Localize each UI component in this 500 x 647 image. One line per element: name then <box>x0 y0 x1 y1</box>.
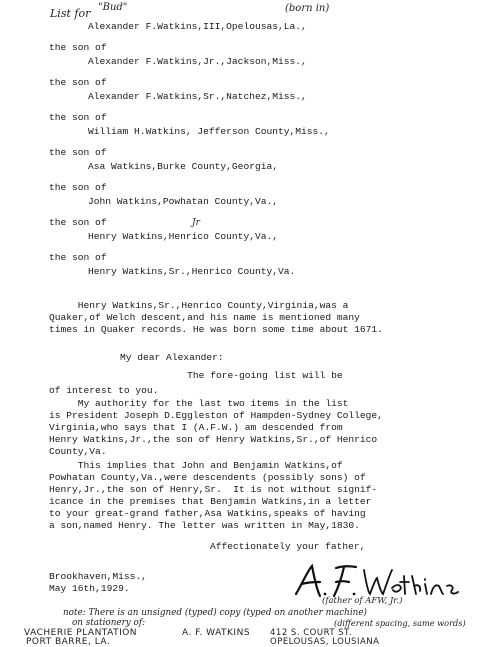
lineage-son-of-3: the son of <box>49 112 107 123</box>
body-line-3: My authority for the last two items in the list <box>49 398 349 409</box>
body-line-8: This implies that John and Benjamin Watkins,of <box>49 460 343 471</box>
note-line-2: on stationery of: <box>72 618 146 628</box>
body-line-2: of interest to you. <box>49 385 159 396</box>
lineage-line-3: Alexander F.Watkins,Sr.,Natchez,Miss., <box>88 91 307 102</box>
letterhead-left-line-1: VACHERIE PLANTATION <box>24 628 138 638</box>
body-line-10: Henry,Jr.,the son of Henry,Sr. It is not without signif- <box>49 484 378 495</box>
para1-line-2: Quaker,of Welch descent,and his name is mentioned many <box>49 312 360 323</box>
annotation-born-in: (born in) <box>285 3 330 14</box>
para1-line-1: Henry Watkins,Sr.,Henrico County,Virginia,was a <box>49 300 349 311</box>
place: Brookhaven,Miss., <box>49 571 147 582</box>
lineage-line-7: Henry Watkins,Henrico County,Va., <box>88 231 278 242</box>
body-line-6: Henry Watkins,Jr.,the son of Henry Watkins,Sr.,of Henrico <box>49 434 378 445</box>
signature-note: (father of AFW, Jr.) <box>322 596 403 606</box>
lineage-line-1: Alexander F.Watkins,III,Opelousas,La., <box>88 21 307 32</box>
note-line-1: note: There is an unsigned (typed) copy (typed on another machine) <box>63 608 367 618</box>
lineage-line-5: Asa Watkins,Burke County,Georgia, <box>88 161 278 172</box>
lineage-son-of-2: the son of <box>49 77 107 88</box>
lineage-line-6: John Watkins,Powhatan County,Va., <box>88 196 278 207</box>
lineage-line-2: Alexander F.Watkins,Jr.,Jackson,Miss., <box>88 56 307 67</box>
para1-line-3: times in Quaker records. He was born some time about 1671. <box>49 324 383 335</box>
annotation-list-for: List for <box>50 7 91 20</box>
letterhead-left-line-2: PORT BARRE, LA. <box>26 637 111 647</box>
date: May 16th,1929. <box>49 583 130 594</box>
lineage-son-of-4: the son of <box>49 147 107 158</box>
body-line-9: Powhatan County,Va.,were descendents (possibly sons) of <box>49 472 366 483</box>
body-line-12: to your great-grand father,Asa Watkins,speaks of having <box>49 508 366 519</box>
body-line-5: Virginia,who says that I (A.F.W.) am descended from <box>49 422 343 433</box>
lineage-son-of-5: the son of <box>49 182 107 193</box>
body-line-7: County,Va. <box>49 446 107 457</box>
body-line-4: is President Joseph D.Eggleston of Hampden-Sydney College, <box>49 410 383 421</box>
lineage-son-of-1: the son of <box>49 42 107 53</box>
salutation: My dear Alexander: <box>120 352 224 363</box>
note-line-3: (different spacing, same words) <box>334 618 466 628</box>
body-line-1: The fore-going list will be <box>49 370 343 381</box>
closing: Affectionately your father, <box>210 541 366 552</box>
annotation-bud: "Bud" <box>98 2 128 13</box>
body-line-11: icance in the premises that Benjamin Watkins,in a letter <box>49 496 372 507</box>
letterhead-right-line-1: A. F. WATKINS <box>182 628 251 638</box>
body-line-13: a son,named Henry. The letter was written in May,1830. <box>49 520 360 531</box>
lineage-line-4: William H.Watkins, Jefferson County,Miss., <box>88 126 330 137</box>
lineage-son-of-6: the son of <box>49 217 107 228</box>
letterhead-right-line-2: 412 S. COURT ST. <box>270 628 353 638</box>
letterhead-right-line-3: OPELOUSAS, LOUSIANA <box>270 637 380 647</box>
lineage-line-8: Henry Watkins,Sr.,Henrico County,Va. <box>88 266 296 277</box>
jr-insert: Jr <box>192 218 200 228</box>
lineage-son-of-7: the son of <box>49 252 107 263</box>
